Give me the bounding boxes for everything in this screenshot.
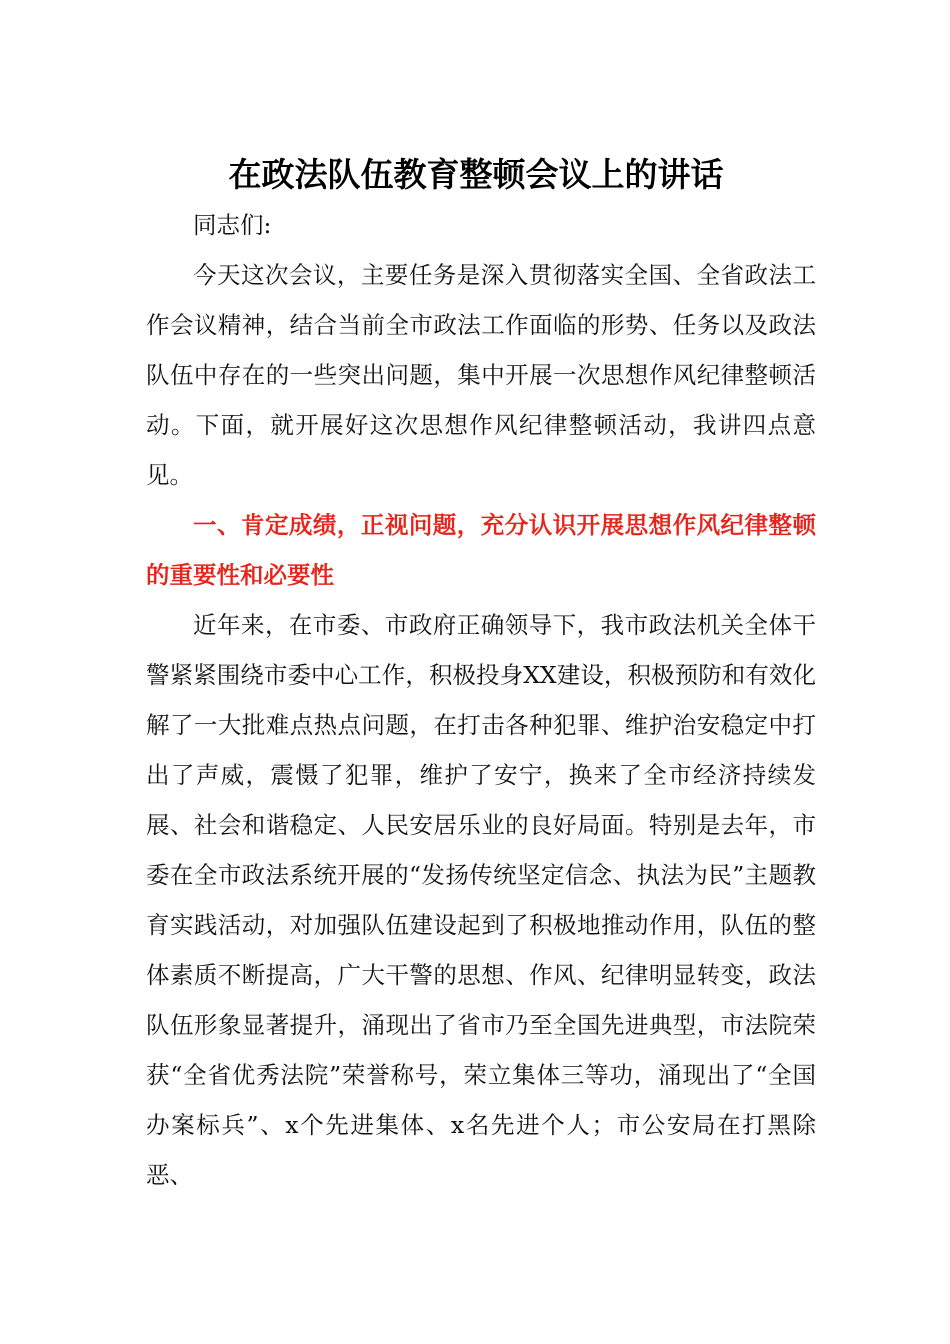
body-paragraph: 近年来，在市委、市政府正确领导下，我市政法机关全体干警紧紧围绕市委中心工作，积极投身XX建设，积极预防和有效化解了一大批难点热点问题，在打击各种犯罪、维护治安稳定中打出了声威，震慑了犯罪，维护了安宁，换来了全市经济持续发展、社会和谐稳定、人民安居乐业的良好局面。特别是去年，市委在全市政法系统开展的“发扬传统坚定信念、执法为民”主题教育实践活动，对加强队伍建设起到了积极地推动作用，队伍的整体素质不断提高，广大干警的思想、作风、纪律明显转变，政法队伍形象显著提升，涌现出了省市乃至全国先进典型，市法院荣获“全省优秀法院”荣誉称号，荣立集体三等功，涌现出了“全国办案标兵”、x个先进集体、x名先进个人；市公安局在打黑除恶、 [146, 611, 816, 1189]
intro-paragraph: 今天这次会议，主要任务是深入贯彻落实全国、全省政法工作会议精神，结合当前全市政法工作面临的形势、任务以及政法队伍中存在的一些突出问题，集中开展一次思想作风纪律整顿活动。下面，就开展好这次思想作风纪律整顿活动，我讲四点意见。 [146, 261, 816, 489]
greeting: 同志们: [193, 211, 272, 239]
section-heading: 一、肯定成绩，正视问题，充分认识开展思想作风纪律整顿的重要性和必要性 [146, 511, 816, 589]
document-title: 在政法队伍教育整顿会议上的讲话 [228, 155, 724, 194]
document-body [146, 200, 816, 1200]
